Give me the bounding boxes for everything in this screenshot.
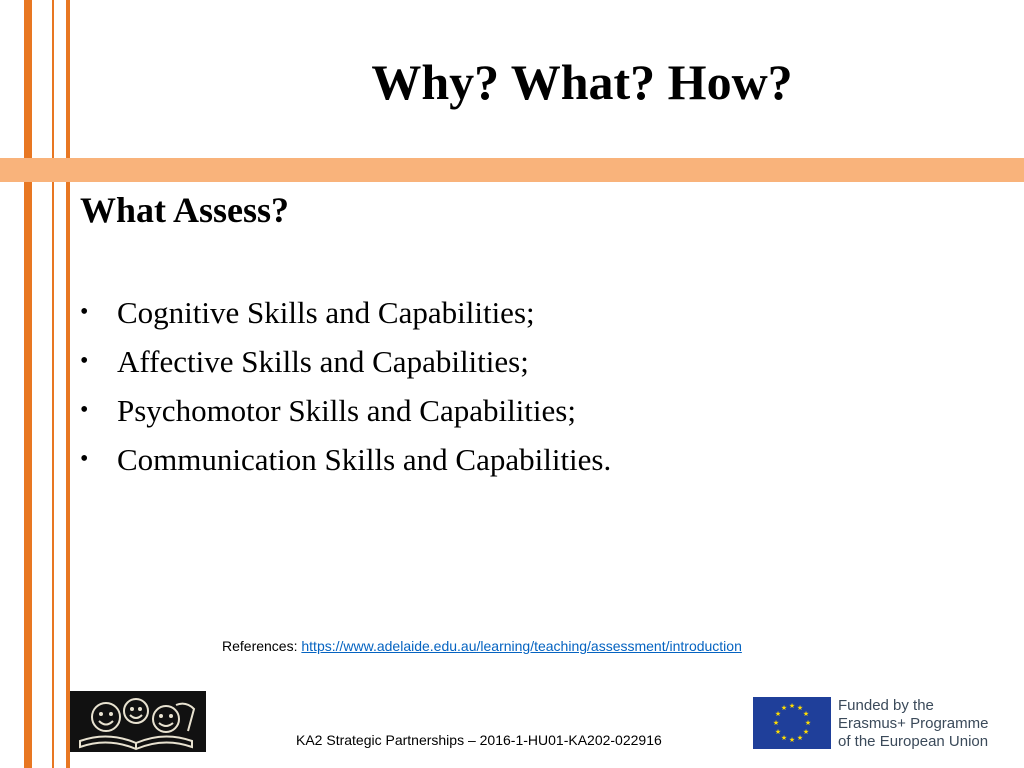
bullet-item: [80, 288, 611, 337]
bullet-item: [80, 435, 611, 484]
project-logo: [70, 691, 206, 752]
bullet-list: [80, 288, 611, 484]
footer-project-code: KA2 Strategic Partnerships – 2016-1-HU01-KA202-022916: [296, 732, 662, 748]
bullet-text: Psychomotor Skills and Capabilities;: [117, 393, 576, 428]
svg-text:★: ★: [780, 704, 788, 712]
eu-funding-line: Funded by the: [838, 697, 934, 714]
left-accent-bar-medium: [66, 0, 70, 768]
svg-text:★: ★: [796, 704, 804, 712]
bullet-item: [80, 386, 611, 435]
svg-text:★: ★: [788, 702, 796, 710]
left-accent-bar-thin: [52, 0, 54, 768]
svg-text:★: ★: [780, 734, 788, 742]
svg-text:★: ★: [804, 719, 812, 727]
bullet-item: [80, 337, 611, 386]
svg-text:★: ★: [788, 736, 796, 744]
eu-funding-text: [838, 697, 988, 751]
svg-text:★: ★: [796, 734, 804, 742]
section-heading: What Assess?: [80, 190, 290, 230]
svg-text:★: ★: [774, 728, 782, 736]
eu-flag-icon: [753, 697, 831, 749]
bullet-icon: •: [80, 446, 89, 472]
svg-text:★: ★: [772, 719, 780, 727]
bullet-text: Affective Skills and Capabilities;: [117, 344, 529, 379]
svg-text:★: ★: [774, 710, 782, 718]
title-divider-band: [0, 158, 1024, 182]
bullet-text: Communication Skills and Capabilities.: [117, 442, 612, 477]
slide-title: Why? What? How?: [371, 54, 793, 110]
bullet-text: Cognitive Skills and Capabilities;: [117, 295, 535, 330]
references-link[interactable]: https://www.adelaide.edu.au/learning/teaching/assessment/introduction: [301, 638, 742, 654]
references-label: References:: [222, 638, 298, 654]
svg-text:★: ★: [802, 710, 810, 718]
left-accent-bar-thick: [24, 0, 32, 768]
references-line: [222, 636, 742, 656]
bullet-icon: •: [80, 397, 89, 423]
eu-funding-line: of the European Union: [838, 733, 989, 750]
eu-funding-line: Erasmus+ Programme: [838, 715, 989, 732]
bullet-icon: •: [80, 348, 89, 374]
svg-text:★: ★: [802, 728, 810, 736]
bullet-icon: •: [80, 299, 89, 325]
